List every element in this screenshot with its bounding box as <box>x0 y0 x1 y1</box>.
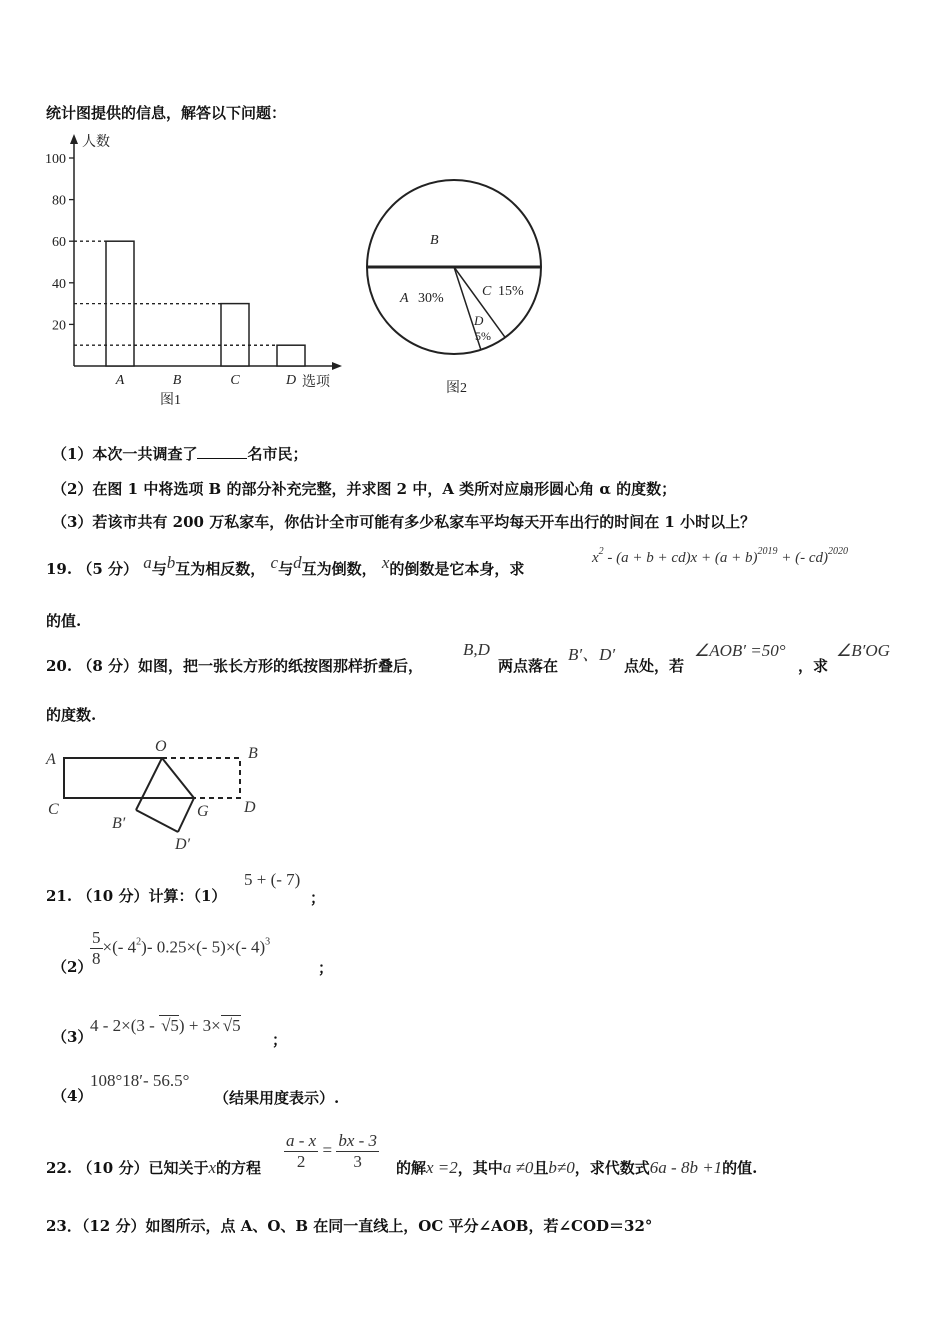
fraction-numerator: bx - 3 <box>338 1131 378 1150</box>
figure-1-caption: 图1 <box>160 393 181 408</box>
expr-sup: 2019 <box>757 546 778 557</box>
q21-number: 21. <box>46 887 73 905</box>
q21-label-3: （3） <box>52 1028 93 1046</box>
expr-sup: 3 <box>265 936 271 948</box>
x-axis-label: 选项 <box>302 375 330 390</box>
expr-part: x <box>592 550 599 566</box>
slice-c-label: C <box>482 284 492 299</box>
point-c: C <box>48 801 59 818</box>
q21-text-1: 计算：（1） <box>148 887 227 905</box>
expr-sup: 2 <box>136 936 142 948</box>
q21-semicolon-1: ； <box>310 889 326 907</box>
q20-tail: 的度数. <box>46 706 97 724</box>
q22-number: 22. <box>46 1159 73 1177</box>
point-d: D <box>244 799 256 816</box>
segment-ob-prime <box>136 758 162 810</box>
q22-condition-a: a ≠0 <box>502 1158 534 1177</box>
var-x: x <box>381 553 390 572</box>
q22-condition-b: b≠0 <box>548 1158 575 1177</box>
point-o: O <box>155 738 167 755</box>
y-axis-label: 人数 <box>82 135 110 150</box>
point-a: A <box>46 751 56 768</box>
q19-text-1: 与 <box>151 560 167 578</box>
radicand: 5 <box>232 1016 241 1035</box>
q22-line <box>46 1157 261 1178</box>
folded-rectangle-figure <box>44 734 274 859</box>
q18-part-2: （2）在图 1 中将选项 B 的部分补充完整，并求图 2 中，A 类所对应扇形圆心角 α 的度数； <box>52 480 677 498</box>
q18-part-1-text: （1）本次一共调查了 <box>52 445 198 463</box>
x-tick-label-D: D <box>285 373 297 388</box>
point-g: G <box>197 803 209 820</box>
q20-math-angle: ∠AOB′ =50° <box>694 641 786 660</box>
sqrt-5: √5 <box>222 1016 241 1035</box>
q22-solution: x =2 <box>426 1158 458 1177</box>
slice-b-label: B <box>430 233 439 248</box>
q20-score: （8 分） <box>77 657 139 675</box>
q20-number: 20. <box>46 657 73 675</box>
sqrt-5: √5 <box>161 1016 179 1035</box>
q20-text-1: 如图，把一张长方形的纸按图那样折叠后， <box>138 657 424 675</box>
q22-expression: 6a - 8b +1 <box>649 1158 723 1177</box>
y-tick-label: 20 <box>52 318 66 334</box>
x-tick-label-B: B <box>172 373 182 388</box>
slice-a-label: A <box>400 291 409 306</box>
y-tick-label: 60 <box>52 235 66 251</box>
equals-sign: = <box>322 1140 333 1160</box>
q21-expr-3 <box>90 1016 241 1036</box>
q18-part-3: （3）若该市共有 200 万私家车，你估计全市可能有多少私家车平均每天开车出行的时间在 1 小时以上？ <box>52 513 756 531</box>
expr-part: - (a + b + cd)x + (a + b) <box>603 550 758 566</box>
q20-math-bd-prime: B′、D′ <box>568 645 616 664</box>
slice-d-percent: 5% <box>475 329 491 343</box>
q19-score: （5 分） <box>77 560 139 578</box>
rectangle-solid-edge <box>64 758 194 798</box>
q20-text-2: 两点落在 <box>498 657 559 675</box>
q23-line: 23．（12 分）如图所示，点 A、O、B 在同一直线上，OC 平分∠AOB，若∠COD＝32° <box>46 1217 653 1235</box>
q21-label-2: （2） <box>52 958 93 976</box>
expr-part: + (- cd) <box>777 550 828 566</box>
q19-number: 19. <box>46 560 73 578</box>
bar-chart-figure-1 <box>40 128 360 413</box>
expr-part: 4 - 2×(3 - <box>90 1016 160 1035</box>
var-c: c <box>270 553 279 572</box>
slice-d-label: D <box>474 313 484 328</box>
q18-part-1 <box>52 443 307 464</box>
q19-text-2: 互为相反数， <box>175 560 266 578</box>
q22-rest <box>396 1157 757 1178</box>
q19-expression <box>592 546 848 567</box>
q21-label-4: （4） <box>52 1087 93 1105</box>
answer-blank[interactable] <box>197 446 247 459</box>
point-b-prime: B′ <box>112 815 126 832</box>
point-d-prime: D′ <box>175 836 191 853</box>
q21-semicolon-2: ； <box>318 959 334 977</box>
bar-D <box>277 345 305 366</box>
q22-text-4: ，其中 <box>457 1159 503 1177</box>
q22-text-6: ，求代数式 <box>574 1159 650 1177</box>
rectangle-folded-part <box>162 758 240 798</box>
expr-sup: 2020 <box>827 546 848 557</box>
q21-line <box>46 885 226 906</box>
q18-part-1-tail: 名市民； <box>247 445 308 463</box>
segment-dg-prime <box>178 798 194 832</box>
bar-C <box>221 304 249 366</box>
var-x: x <box>208 1158 217 1177</box>
q20-math-target: ∠B′OG <box>836 641 890 660</box>
q22-text-7: 的值. <box>722 1159 758 1177</box>
q19-text-3: 与 <box>278 560 294 578</box>
q21-score: （10 分） <box>77 887 149 905</box>
pie-chart-figure-2 <box>360 170 560 410</box>
q19-line <box>46 553 525 579</box>
q21-expr-1: 5 + (- 7) <box>244 870 301 889</box>
y-tick-label: 80 <box>52 193 66 209</box>
var-b: b <box>166 553 176 572</box>
x-axis-arrow <box>332 362 342 370</box>
point-b: B <box>248 745 258 762</box>
y-tick-label: 100 <box>45 152 66 167</box>
q21-text-4: （结果用度表示）. <box>214 1089 340 1107</box>
fraction-5-8 <box>90 928 103 969</box>
var-d: d <box>293 553 302 572</box>
var-a: a <box>143 553 152 572</box>
fraction-denominator: 2 <box>296 1152 306 1171</box>
intro-text: 统计图提供的信息，解答以下问题： <box>46 104 287 122</box>
q20-math-bd: B,D <box>463 640 490 659</box>
q22-text-5: 且 <box>533 1159 549 1177</box>
slice-a-percent: 30% <box>418 291 444 306</box>
slice-c-percent: 15% <box>498 284 524 299</box>
expr-part: ) + 3× <box>178 1016 221 1035</box>
q20-line <box>46 655 423 676</box>
q21-expr-2 <box>90 928 270 969</box>
radicand: 5 <box>170 1016 179 1035</box>
expr-part: ×(- 4 <box>102 937 137 957</box>
q22-equation <box>284 1131 379 1172</box>
figure-2-caption: 图2 <box>446 381 467 396</box>
q22-text-3: 的解 <box>396 1159 427 1177</box>
q19-tail: 的值. <box>46 612 82 630</box>
fraction-denominator: 8 <box>92 949 101 968</box>
q22-text-2: 的方程 <box>216 1159 262 1177</box>
y-tick-label: 40 <box>52 276 66 292</box>
fraction-left <box>284 1131 318 1172</box>
x-tick-label-A: A <box>115 373 125 388</box>
fraction-numerator: 5 <box>92 928 101 947</box>
q21-semicolon-3: ； <box>272 1031 288 1049</box>
q19-text-5: 的倒数是它本身，求 <box>389 560 525 578</box>
x-tick-label-C: C <box>230 373 240 388</box>
q20-text-3: 点处，若 <box>624 657 685 675</box>
q22-score: （10 分） <box>77 1159 149 1177</box>
fold-line-og <box>162 758 194 798</box>
q20-text-4: ，求 <box>798 657 829 675</box>
fraction-denominator: 3 <box>353 1152 362 1171</box>
q19-text-4: 互为倒数， <box>301 560 377 578</box>
q21-expr-4: 108°18′- 56.5° <box>90 1071 190 1090</box>
expr-sup: 2 <box>598 546 604 557</box>
q22-text-1: 已知关于 <box>148 1159 209 1177</box>
fraction-right <box>336 1131 379 1172</box>
expr-part: )- 0.25×(- 5)×(- 4) <box>141 937 266 957</box>
segment-bd-prime <box>136 810 178 832</box>
fraction-numerator: a - x <box>286 1131 317 1150</box>
y-axis-arrow <box>70 134 78 144</box>
